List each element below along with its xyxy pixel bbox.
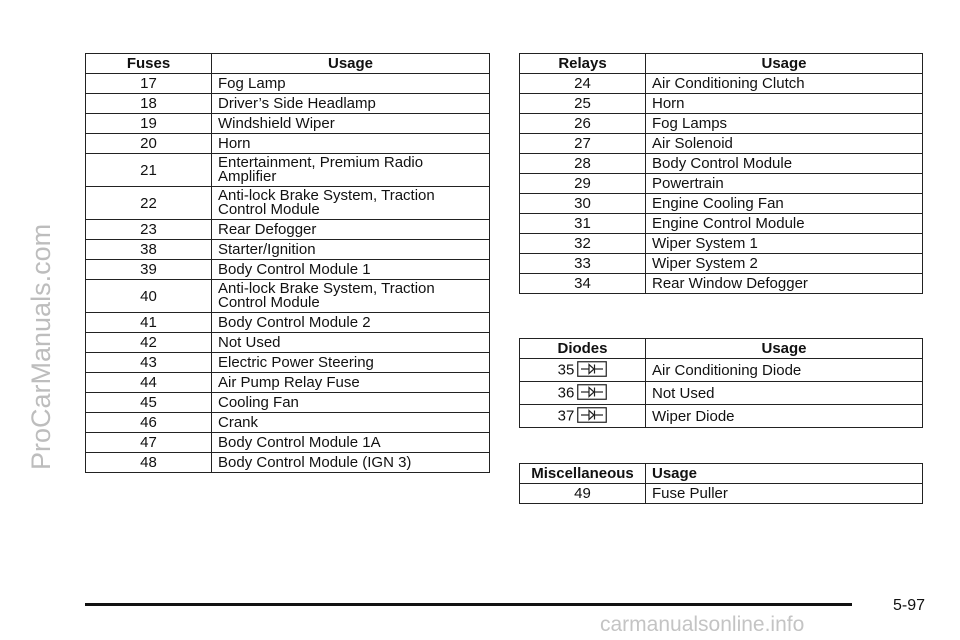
table-header-row xyxy=(520,464,923,484)
table-row xyxy=(86,413,490,433)
fuse-number: 46 xyxy=(86,413,212,433)
bottom-watermark: carmanualsonline.info xyxy=(600,613,805,636)
relay-usage: Wiper System 2 xyxy=(646,254,923,274)
relay-usage: Rear Window Defogger xyxy=(646,274,923,294)
table-row xyxy=(520,174,923,194)
table-row xyxy=(86,453,490,473)
relay-usage: Air Solenoid xyxy=(646,134,923,154)
column-header-fuses: Fuses xyxy=(86,54,212,74)
table-row xyxy=(520,405,923,428)
table-row xyxy=(86,313,490,333)
diode-number-cell xyxy=(520,405,646,428)
fuse-usage: Cooling Fan xyxy=(212,393,490,413)
table-row xyxy=(520,359,923,382)
diodes-table xyxy=(519,338,923,428)
fuse-number: 42 xyxy=(86,333,212,353)
fuse-usage: Body Control Module (IGN 3) xyxy=(212,453,490,473)
fuse-number: 45 xyxy=(86,393,212,413)
table-row xyxy=(86,220,490,240)
fuse-usage: Body Control Module 2 xyxy=(212,313,490,333)
table-row xyxy=(520,254,923,274)
miscellaneous-table xyxy=(519,463,923,504)
fuse-usage: Horn xyxy=(212,134,490,154)
column-header-relays: Relays xyxy=(520,54,646,74)
fuse-usage: Crank xyxy=(212,413,490,433)
table-row xyxy=(520,94,923,114)
relays-table xyxy=(519,53,923,294)
table-row xyxy=(520,382,923,405)
column-header-usage: Usage xyxy=(646,339,923,359)
relay-number: 25 xyxy=(520,94,646,114)
fuse-usage: Electric Power Steering xyxy=(212,353,490,373)
fuse-usage: Anti-lock Brake System, Traction Control Module xyxy=(212,280,490,313)
table-row xyxy=(520,484,923,504)
fuse-number: 17 xyxy=(86,74,212,94)
fuse-number: 19 xyxy=(86,114,212,134)
column-header-usage: Usage xyxy=(646,464,923,484)
relay-number: 28 xyxy=(520,154,646,174)
relay-number: 32 xyxy=(520,234,646,254)
fuse-usage: Rear Defogger xyxy=(212,220,490,240)
fuse-usage: Starter/Ignition xyxy=(212,240,490,260)
table-row xyxy=(520,74,923,94)
table-row xyxy=(86,260,490,280)
table-row xyxy=(86,154,490,187)
relay-usage: Engine Cooling Fan xyxy=(646,194,923,214)
diode-usage: Air Conditioning Diode xyxy=(646,359,923,382)
table-row xyxy=(520,214,923,234)
column-header-usage: Usage xyxy=(212,54,490,74)
fuse-usage: Windshield Wiper xyxy=(212,114,490,134)
fuse-usage: Not Used xyxy=(212,333,490,353)
table-header-row xyxy=(520,54,923,74)
table-row xyxy=(520,234,923,254)
table-header-row xyxy=(520,339,923,359)
table-row xyxy=(86,240,490,260)
page-number: 5-97 xyxy=(893,597,926,614)
column-header-usage: Usage xyxy=(646,54,923,74)
fuse-usage: Driver’s Side Headlamp xyxy=(212,94,490,114)
fuse-number: 43 xyxy=(86,353,212,373)
relay-number: 29 xyxy=(520,174,646,194)
table-row xyxy=(86,187,490,220)
fuse-number: 44 xyxy=(86,373,212,393)
diode-icon xyxy=(577,384,607,403)
diode-icon xyxy=(577,407,607,426)
table-row xyxy=(520,194,923,214)
fuse-usage: Entertainment, Premium Radio Amplifier xyxy=(212,154,490,187)
fuse-number: 39 xyxy=(86,260,212,280)
relay-usage: Fog Lamps xyxy=(646,114,923,134)
diode-number-cell xyxy=(520,382,646,405)
relay-number: 34 xyxy=(520,274,646,294)
relay-usage: Engine Control Module xyxy=(646,214,923,234)
column-header-miscellaneous: Miscellaneous xyxy=(520,464,646,484)
column-header-diodes: Diodes xyxy=(520,339,646,359)
table-row xyxy=(520,274,923,294)
misc-number: 49 xyxy=(520,484,646,504)
diode-usage: Wiper Diode xyxy=(646,405,923,428)
fuse-usage: Fog Lamp xyxy=(212,74,490,94)
table-row xyxy=(86,280,490,313)
diode-number: 35 xyxy=(557,360,575,378)
table-row xyxy=(86,373,490,393)
fuse-number: 22 xyxy=(86,187,212,220)
table-row xyxy=(86,433,490,453)
fuse-number: 20 xyxy=(86,134,212,154)
misc-usage: Fuse Puller xyxy=(646,484,923,504)
diode-number: 36 xyxy=(557,383,575,401)
relay-number: 33 xyxy=(520,254,646,274)
fuse-number: 38 xyxy=(86,240,212,260)
diode-icon xyxy=(577,361,607,380)
table-row xyxy=(520,134,923,154)
fuse-number: 41 xyxy=(86,313,212,333)
table-header-row xyxy=(86,54,490,74)
fuse-usage: Body Control Module 1 xyxy=(212,260,490,280)
fuse-usage: Air Pump Relay Fuse xyxy=(212,373,490,393)
relay-number: 31 xyxy=(520,214,646,234)
fuse-number: 47 xyxy=(86,433,212,453)
diode-number-cell xyxy=(520,359,646,382)
relay-usage: Air Conditioning Clutch xyxy=(646,74,923,94)
relay-usage: Wiper System 1 xyxy=(646,234,923,254)
diode-number: 37 xyxy=(557,406,575,424)
footer-rule xyxy=(85,603,852,606)
relay-number: 24 xyxy=(520,74,646,94)
fuse-number: 48 xyxy=(86,453,212,473)
fuse-number: 40 xyxy=(86,280,212,313)
relay-number: 27 xyxy=(520,134,646,154)
diode-usage: Not Used xyxy=(646,382,923,405)
table-row xyxy=(86,393,490,413)
table-row xyxy=(86,134,490,154)
relay-usage: Body Control Module xyxy=(646,154,923,174)
relay-usage: Horn xyxy=(646,94,923,114)
fuse-number: 18 xyxy=(86,94,212,114)
relay-number: 30 xyxy=(520,194,646,214)
relay-usage: Powertrain xyxy=(646,174,923,194)
fuse-usage: Anti-lock Brake System, Traction Control Module xyxy=(212,187,490,220)
fuse-number: 21 xyxy=(86,154,212,187)
side-watermark: ProCarManuals.com xyxy=(26,223,56,470)
fuse-number: 23 xyxy=(86,220,212,240)
table-row xyxy=(86,114,490,134)
table-row xyxy=(86,333,490,353)
table-row xyxy=(520,154,923,174)
table-row xyxy=(86,353,490,373)
table-row xyxy=(86,74,490,94)
relay-number: 26 xyxy=(520,114,646,134)
fuse-usage: Body Control Module 1A xyxy=(212,433,490,453)
fuses-table xyxy=(85,53,490,473)
table-row xyxy=(86,94,490,114)
table-row xyxy=(520,114,923,134)
